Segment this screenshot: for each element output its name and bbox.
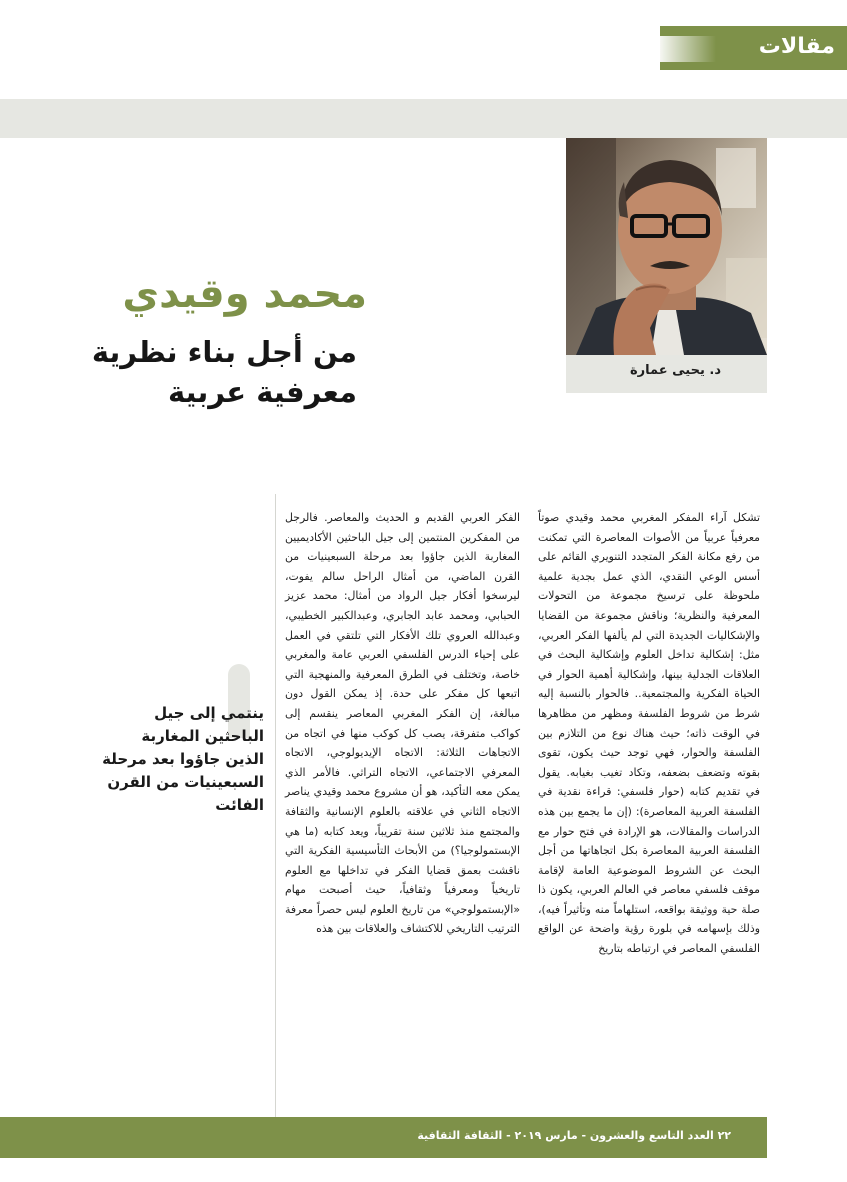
- header-band: [0, 99, 847, 138]
- section-tag: [660, 26, 847, 70]
- subtitle-line-2: معرفية عربية: [167, 375, 357, 409]
- footer-text: ٢٢ العدد التاسع والعشرون - مارس ٢٠١٩ - الثقافة الثقافية: [417, 1129, 731, 1142]
- author-photo: [566, 138, 767, 355]
- column-divider: [275, 494, 276, 1124]
- article-subtitle: [37, 332, 357, 412]
- section-tag-fade: [656, 36, 716, 62]
- author-caption: د. يحيى عمارة: [629, 363, 721, 378]
- pull-quote: ينتمي إلى جيل الباحثين المغاربة الذين جاؤوا بعد مرحلة السبعينيات من القرن الفائت: [102, 704, 264, 814]
- section-label: مقالات: [758, 34, 835, 59]
- portrait-illustration: [566, 138, 767, 355]
- article-title: محمد وقيدي: [122, 271, 367, 317]
- body-column-left: الفكر العربي القديم و الحديث والمعاصر. فالرجل من المفكرين المنتمين إلى جيل الباحثين الأكاديميين المغاربة الذين جاؤوا بعد مرحلة السبعينيات من القرن الماضي، من أمثال الراحل سالم يفوت، ليرسخوا أفكار جيل الرواد من أمثال: محمد عزيز الحبابي، ومحمد عابد الجابري، وعبدالكبير الخطيبي، وعبدالله العروي تلك الأفكار التي تلتقي في العمل على إحياء الدرس الفلسفي العربي عامة والمغربي خاصة، وتختلف في الطرق المعرفية والمنهجية التي اتبعها كل مفكر على حدة. إذ يمكن القول دون مبالغة، إن الفكر المغربي المعاصر ينقسم إلى كواكب متفرقة، يصب كل كوكب منها في اتجاه من الاتجاهات الثلاثة: الاتجاه الإيديولوجي، الاتجاه المعرفي الاجتماعي، الاتجاه التراثي. فالأمر الذي يمكن معه التأكيد، هو أن مشروع محمد وقيدي يناصر الاتجاه الثاني في علاقته بالعلوم الإنسانية والثقافة والمجتمع منذ ثلاثين سنة تقريباً، ويعد كتابه (ما هي الإبستمولوجيا؟) من الأبحاث التأسيسية الفكرية التي ناقشت بعمق قضايا الفكر في تداخلها مع العلوم تاريخياً ومعرفياً وثقافياً، حيث أصبحت مهام «الإبستمولوجي» من تاريخ العلوم ليس حصراً معرفة الترتيب التاريخي للاكتشاف والعلاقات بين هذه: [285, 511, 520, 936]
- photo-caption-bar: [566, 355, 767, 393]
- body-column-right: تشكل آراء المفكر المغربي محمد وقيدي صوتاً معرفياً عربياً من الأصوات المعاصرة التي تمكنت من رفع مكانة الفكر المتجدد التنويري القائم على أسس الوعي النقدي، الذي عمل بجدية علمية ملحوظة على ترسيخ مجموعة من التحولات المعرفية والنظرية؛ وناقش مجموعة من القضايا والإشكاليات الجديدة التي لم يألفها الفكر العربي، مثل: إشكالية تداخل العلوم وإشكالية البحث في العلاقات الجدلية بينها، وإشكالية أهمية الحوار في الحياة الفكرية والمجتمعية.. فالحوار بالنسبة إليه شرط من شروط الفلسفة ومظهر من مظاهرها في الوقت ذاته؛ حيث هناك نوع من التلازم بين الفلسفة والحوار، فهي توجد حيث يكون، تقوى بقوته وتضعف بضعفه، وتكاد تغيب بغيابه. يقول في تقديم كتابه (حوار فلسفي: قراءة نقدية في الفلسفة العربية المعاصرة): (إن ما يجمع بين هذه الدراسات والمقالات، هو الإرادة في فتح حوار مع الفلسفة العربية المعاصرة بكل اتجاهاتها من أجل البحث عن الشروط الموضوعية العامة لإقامة موقف فلسفي معاصر في العالم العربي، يكون ذا صلة حية ووثيقة بواقعه، استلهاماً منه وتأثيراً فيه)، وذلك بإسهامه في بلورة رؤية واضحة عن الواقع الفلسفي المعاصر في ارتباطه بتاريخ: [538, 511, 760, 956]
- subtitle-line-1: من أجل بناء نظرية: [91, 335, 357, 369]
- footer-bar: [0, 1117, 767, 1158]
